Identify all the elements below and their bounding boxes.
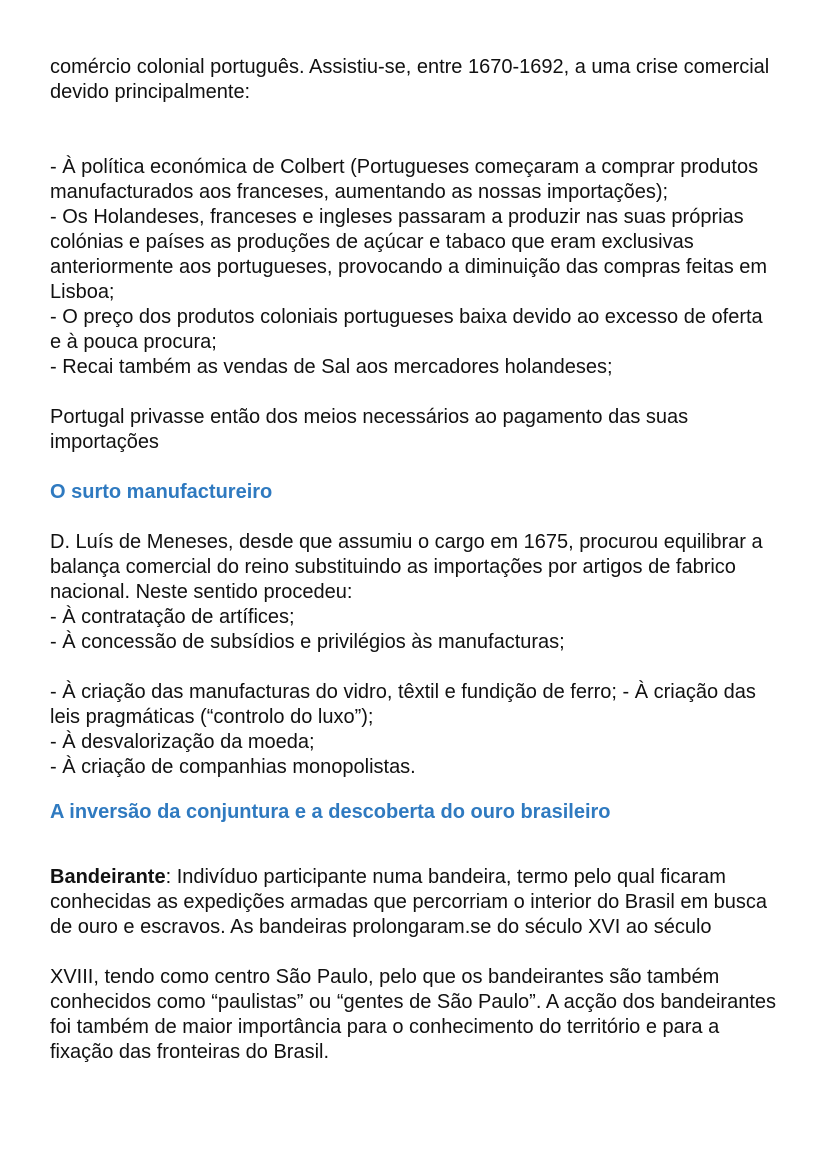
- heading-inversao-conjuntura: A inversão da conjuntura e a descoberta do ouro brasileiro: [50, 801, 611, 823]
- paragraph-intro: comércio colonial português. Assistiu-se, entre 1670-1692, a uma crise comercial devido principalmente:: [50, 56, 770, 103]
- bandeirante-term: Bandeirante: [50, 866, 166, 888]
- heading-surto-manufactureiro: O surto manufactureiro: [50, 481, 273, 503]
- list-item: - À contratação de artífices;: [50, 606, 295, 628]
- paragraph-bandeirante-continuation: XVIII, tendo como centro São Paulo, pelo que os bandeirantes são também conhecidos como “paulistas” ou “gentes de São Paulo”. A acção dos bandeirantes foi também de maior importância para o conhecimento do território e para a fixação das fronteiras do Brasil.: [50, 966, 777, 1063]
- list-item: - Os Holandeses, franceses e ingleses passaram a produzir nas suas próprias colónias e países as produções de açúcar e tabaco que eram exclusivas anteriormente aos portugueses, provocando a diminuição das compras feitas em Lisboa;: [50, 206, 768, 303]
- crisis-causes-list: [50, 155, 778, 380]
- bandeirante-definition: : Indivíduo participante numa bandeira, termo pelo qual ficaram conhecidas as expedições armadas que percorriam o interior do Brasil em busca de ouro e escravos. As bandeiras prolongaram.se do século XVI ao século: [50, 866, 768, 938]
- list-item: - À criação de companhias monopolistas.: [50, 756, 416, 778]
- list-item: - À desvalorização da moeda;: [50, 731, 315, 753]
- list-item: - Recai também as vendas de Sal aos mercadores holandeses;: [50, 356, 613, 378]
- paragraph-bandeirante: [50, 865, 778, 940]
- paragraph-portugal-note: Portugal privasse então dos meios necessários ao pagamento das suas importações: [50, 406, 689, 453]
- list-item: - À concessão de subsídios e privilégios às manufacturas;: [50, 631, 565, 653]
- paragraph-meneses: D. Luís de Meneses, desde que assumiu o cargo em 1675, procurou equilibrar a balança comercial do reino substituindo as importações por artigos de fabrico nacional. Neste sentido procedeu:: [50, 531, 763, 603]
- list-item: - À política económica de Colbert (Portugueses começaram a comprar produtos manufacturados aos franceses, aumentando as nossas importações);: [50, 156, 759, 203]
- list-item: - À criação das manufacturas do vidro, têxtil e fundição de ferro; - À criação das leis pragmáticas (“controlo do luxo”);: [50, 681, 756, 728]
- list-item: - O preço dos produtos coloniais portugueses baixa devido ao excesso de oferta e à pouca procura;: [50, 306, 763, 353]
- creation-measures-list: [50, 680, 778, 780]
- meneses-section: [50, 530, 778, 655]
